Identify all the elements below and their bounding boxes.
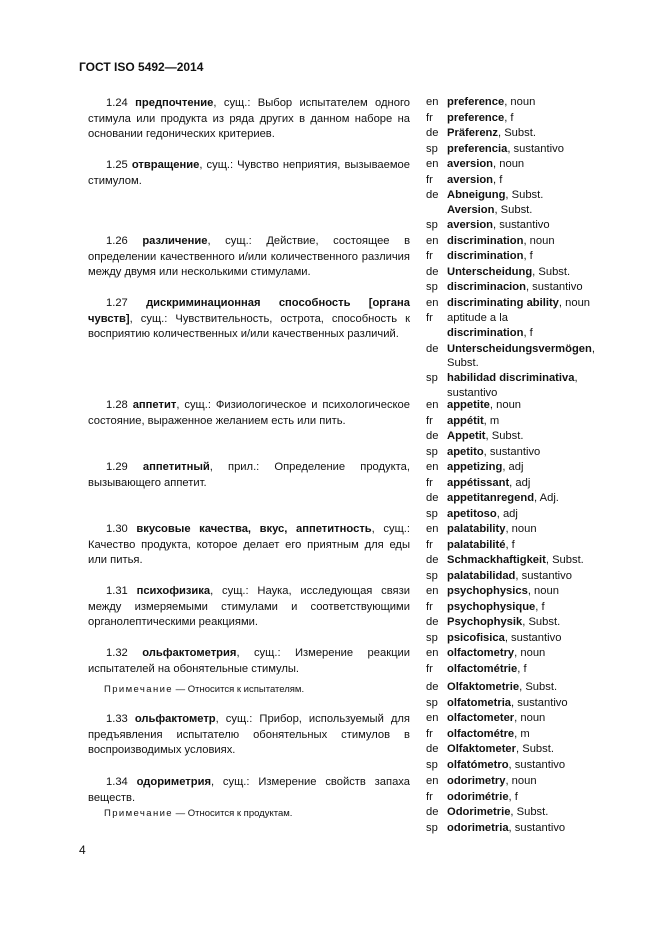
entry-definition: , сущ.: Наука, исследующая связи между измеряемыми стимулами и соответствующими органолептическими реакциями.	[88, 585, 410, 628]
translation-line	[426, 662, 596, 678]
lang-code: sp	[426, 821, 438, 834]
entry-definition: , сущ.: Измерение реакции испытателей на обонятельные стимулы.	[88, 647, 411, 675]
translation-grammar: , sustantivo	[525, 281, 583, 293]
translation-term: olfatometria	[447, 696, 512, 709]
translation-grammar: Subst.	[447, 357, 479, 369]
lang-code: sp	[426, 142, 438, 155]
entry-definition: , сущ.: Измерение свойств запаха веществ.	[88, 776, 410, 804]
translation-term: olfactométre	[447, 727, 515, 740]
entry-number: 1.33	[106, 713, 128, 725]
translation-term: Odorimetrie	[447, 806, 511, 818]
lang-code: sp	[426, 219, 438, 231]
translation-term: psicofisica	[447, 631, 505, 644]
translation-line	[426, 507, 596, 523]
translation-line	[426, 157, 596, 173]
translation-grammar: , sustantivo	[507, 142, 564, 155]
translation-term: appetitanregend	[447, 492, 535, 504]
translation-term: odorimetry	[447, 775, 506, 787]
entry-1-24	[88, 96, 410, 143]
translation-line	[426, 173, 596, 189]
translation-line	[426, 142, 596, 158]
translation-grammar: , sustantivo	[508, 758, 566, 771]
translation-line	[426, 553, 596, 569]
translation-term: aversion	[447, 219, 494, 231]
translation-line	[426, 631, 596, 647]
lang-code: fr	[426, 414, 433, 427]
entry-number: 1.28	[106, 399, 128, 411]
translation-line	[426, 821, 596, 837]
lang-code: en	[426, 461, 439, 473]
entry-term: дискриминационная способность [органа чувств]	[88, 297, 411, 325]
translation-term: discrimination	[447, 250, 524, 262]
translation-grammar: , noun	[504, 96, 536, 108]
translation-grammar: , adj	[502, 461, 524, 473]
translation-line	[426, 615, 596, 631]
translation-line	[426, 342, 596, 358]
translation-grammar: , adj	[496, 507, 518, 520]
translation-line	[426, 476, 596, 492]
translation-grammar: , f	[523, 327, 533, 339]
entry-1-30	[88, 522, 410, 569]
lang-code: fr	[426, 250, 433, 262]
translation-grammar: , noun	[523, 234, 555, 247]
entry-1-26	[88, 234, 410, 281]
entry-definition: , сущ.: Чувство неприятия, вызываемое стимулом.	[88, 159, 410, 187]
lang-code: en	[426, 775, 439, 787]
note-text: — Относится к испытателям.	[173, 684, 305, 695]
lang-code: fr	[426, 111, 433, 124]
entry-term: психофизика	[136, 585, 211, 597]
translation-line	[426, 414, 596, 430]
translation-grammar: , noun	[558, 296, 591, 309]
translation-grammar: , Subst.	[510, 806, 549, 818]
translation-line	[426, 538, 596, 554]
lang-code: en	[426, 399, 439, 411]
translation-grammar: , f	[505, 538, 515, 551]
document-header: ГОСТ ISO 5492—2014	[79, 60, 204, 74]
entry-term: отвращение	[131, 159, 200, 171]
entry-1-33	[88, 712, 410, 759]
entry-1-25	[88, 158, 410, 189]
entry-definition: , сущ.: Выбор испытателем одного стимула или продукта из ряда других в данном наборе на основании гедонических критериев.	[88, 97, 411, 140]
translation-term: discrimination	[447, 327, 524, 339]
translation-grammar: , noun	[527, 585, 559, 597]
entry-1-27	[88, 296, 410, 343]
lang-code: fr	[426, 173, 433, 186]
translation-line	[426, 280, 596, 296]
translation-grammar: , f	[508, 790, 518, 803]
translation-grammar: , sustantivo	[508, 821, 566, 834]
translation-grammar: , adj	[509, 476, 531, 489]
lang-code: de	[426, 342, 439, 355]
entry-definition: , сущ.: Действие, состоящее в определении качественного и/или количественного различия между двумя или несколькими стимулами.	[88, 235, 411, 278]
translation-term: appetizing	[447, 461, 503, 473]
translation-grammar: , Adj.	[534, 492, 559, 504]
lang-code: sp	[426, 445, 438, 458]
translation-grammar: , f	[493, 173, 503, 186]
lang-code: fr	[426, 312, 433, 324]
lang-code: en	[426, 712, 439, 724]
translation-term: Präferenz	[447, 127, 498, 139]
lang-code: en	[426, 585, 439, 597]
entry-number: 1.34	[106, 776, 128, 788]
translation-line	[426, 696, 596, 712]
translation-line	[426, 774, 596, 790]
translation-grammar: , sustantivo	[504, 631, 562, 644]
translation-grammar: , Subst.	[498, 127, 536, 139]
translation-grammar: , noun	[505, 775, 537, 787]
lang-code: fr	[426, 476, 433, 489]
entry-number: 1.32	[106, 647, 128, 659]
translation-term: olfactométrie	[447, 662, 518, 675]
entry-number: 1.25	[106, 159, 128, 171]
translation-term: discriminating ability	[447, 296, 559, 309]
translation-line	[426, 646, 596, 662]
translation-grammar: , Subst.	[519, 681, 558, 693]
translation-grammar: , sustantivo	[511, 696, 568, 709]
translation-grammar: , noun	[514, 712, 546, 724]
translation-term: apetitoso	[447, 507, 497, 520]
entry-definition: , сущ.: Физиологическое и психологическое состояние, выраженное желанием есть или пить.	[88, 399, 410, 427]
lang-code: fr	[426, 538, 433, 551]
entry-term: аппетитный	[142, 461, 210, 473]
translation-term: discrimination	[447, 234, 524, 247]
translation-line	[426, 805, 596, 821]
lang-code: en	[426, 296, 439, 309]
lang-code: de	[426, 681, 439, 693]
translation-term: apetito	[447, 445, 484, 458]
translation-grammar: sustantivo	[447, 386, 498, 399]
translation-grammar: , Subst.	[485, 430, 524, 442]
entry-number: 1.31	[106, 585, 128, 597]
entry-term: ольфактометр	[134, 713, 216, 725]
entry-term: одориметрия	[136, 776, 211, 788]
note-text: — Относится к продуктам.	[173, 808, 293, 819]
translation-term: aversion	[447, 158, 494, 170]
translation-line	[426, 126, 596, 142]
translation-line	[426, 758, 596, 774]
translation-term: appetite	[447, 399, 490, 411]
translation-term: habilidad discriminativa	[447, 372, 575, 384]
lang-code: sp	[426, 507, 438, 520]
translation-line	[426, 429, 596, 445]
translation-term: Appetit	[447, 430, 486, 442]
lang-code: sp	[426, 758, 438, 771]
note-testers	[104, 683, 410, 696]
translation-grammar: , m	[514, 727, 530, 740]
lang-code: de	[426, 806, 439, 818]
lang-code: de	[426, 554, 439, 566]
entry-term: различение	[142, 235, 208, 247]
entry-term: ольфактометрия	[142, 647, 237, 659]
translation-term: psychophysique	[447, 600, 536, 613]
translation-term: preference	[447, 96, 505, 108]
translation-term: palatabilidad	[447, 569, 516, 582]
note-products	[104, 807, 410, 820]
lang-code: de	[426, 492, 439, 504]
translation-grammar: ,	[591, 342, 595, 355]
entry-1-31	[88, 584, 410, 631]
lang-code: de	[426, 616, 439, 628]
translation-term: Schmackhaftigkeit	[447, 554, 546, 566]
entry-1-34	[88, 775, 410, 806]
lang-code: de	[426, 743, 439, 755]
translation-line	[426, 249, 596, 265]
translation-line	[426, 296, 596, 312]
lang-code: sp	[426, 281, 438, 293]
translation-term: aversion	[447, 173, 494, 186]
translation-grammar: , Subst.	[522, 616, 561, 628]
translation-term: palatabilité	[447, 538, 506, 551]
translation-grammar: , sustantivo	[483, 445, 541, 458]
entry-1-32	[88, 646, 410, 677]
translation-term: olfactometer	[447, 712, 515, 724]
note-label: Примечание	[104, 684, 173, 695]
translation-line	[426, 311, 596, 327]
translation-grammar: , f	[504, 111, 514, 124]
entry-number: 1.29	[106, 461, 128, 473]
translation-term: Olfaktometer	[447, 743, 517, 755]
translation-term: Unterscheidung	[447, 265, 533, 278]
entry-definition: , сущ.: Прибор, используемый для предъявления испытателю обонятельных стимулов в воспроизводимых условиях.	[88, 713, 410, 756]
lang-code: de	[426, 127, 439, 139]
lang-code: de	[426, 265, 439, 278]
translation-term: appétit	[447, 414, 484, 427]
translation-term: Psychophysik	[447, 616, 523, 628]
lang-code: de	[426, 430, 439, 442]
translation-grammar: , noun	[493, 158, 525, 170]
entry-term: вкусовые качества, вкус, аппетитность	[136, 523, 372, 535]
translation-line	[426, 111, 596, 127]
translation-line	[426, 371, 596, 387]
translation-grammar: , f	[517, 662, 527, 675]
note-label: Примечание	[104, 808, 173, 819]
translation-grammar: , Subst.	[545, 554, 584, 566]
translation-grammar: , Subst.	[516, 743, 554, 755]
lang-code: en	[426, 96, 439, 108]
translation-line	[426, 460, 596, 476]
entry-1-28	[88, 398, 410, 429]
entry-1-29	[88, 460, 410, 491]
translation-line	[426, 680, 596, 696]
translation-line	[426, 234, 596, 250]
translation-term: preferencia	[447, 142, 508, 155]
translation-line	[426, 790, 596, 806]
translation-line	[426, 203, 596, 219]
translation-term: Abneigung	[447, 189, 506, 201]
translation-line	[426, 742, 596, 758]
translation-grammar: ,	[574, 372, 578, 384]
translation-term: Olfaktometrie	[447, 681, 520, 693]
translation-line	[426, 711, 596, 727]
lang-code: sp	[426, 631, 438, 644]
translation-term: preference	[447, 111, 505, 124]
translation-line	[426, 445, 596, 461]
entry-term: аппетит	[132, 399, 177, 411]
entry-number: 1.24	[106, 97, 128, 109]
translation-grammar: aptitude a la	[447, 312, 508, 324]
translation-grammar: , f	[535, 600, 545, 613]
lang-code: sp	[426, 696, 438, 709]
translation-term: Aversion	[447, 204, 495, 216]
translation-line	[426, 95, 596, 111]
translation-term: palatability	[447, 523, 506, 535]
translation-term: olfactometry	[447, 647, 515, 659]
translation-term: olfatómetro	[447, 758, 509, 771]
entry-term: предпочтение	[135, 97, 214, 109]
entry-number: 1.26	[106, 235, 128, 247]
lang-code: fr	[426, 600, 433, 613]
translation-line	[426, 491, 596, 507]
translation-term: psychophysics	[447, 585, 528, 597]
lang-code: sp	[426, 372, 438, 384]
translation-line	[426, 727, 596, 743]
translation-grammar: , sustantivo	[515, 569, 572, 582]
lang-code: en	[426, 158, 439, 170]
translation-term: odorimetria	[447, 821, 509, 834]
translation-grammar: , sustantivo	[493, 219, 550, 231]
translation-term: appétissant	[447, 476, 510, 489]
translation-term: odorimétrie	[447, 790, 509, 803]
translation-line	[426, 265, 596, 281]
entry-number: 1.30	[106, 523, 128, 535]
translation-grammar: , Subst.	[532, 265, 571, 278]
translation-line	[426, 218, 596, 234]
translation-line	[426, 398, 596, 414]
translation-grammar: , f	[523, 250, 533, 262]
translation-grammar: , noun	[514, 647, 546, 659]
translation-grammar: , Subst.	[494, 204, 533, 216]
entry-definition: , прил.: Определение продукта, вызывающего аппетит.	[88, 461, 411, 489]
lang-code: fr	[426, 727, 433, 740]
entry-number: 1.27	[106, 297, 128, 309]
translation-term: discriminacion	[447, 281, 526, 293]
translation-line	[426, 356, 596, 372]
lang-code: de	[426, 189, 439, 201]
lang-code: fr	[426, 662, 433, 675]
page-number: 4	[79, 843, 86, 857]
translation-line	[426, 522, 596, 538]
translation-line	[426, 600, 596, 616]
lang-code: en	[426, 523, 439, 535]
lang-code: fr	[426, 790, 433, 803]
translation-grammar: , Subst.	[505, 189, 544, 201]
lang-code: sp	[426, 569, 438, 582]
translation-grammar: , m	[483, 414, 500, 427]
entry-definition: , сущ.: Чувствительность, острота, способность к восприятию количественных и/или качественных различий.	[88, 312, 410, 340]
translation-line	[426, 569, 596, 585]
entry-definition: , сущ.: Качество продукта, которое делает его приятным для еды или питья.	[88, 523, 411, 566]
translation-grammar: , noun	[489, 399, 522, 411]
translation-term: Unterscheidungsvermögen	[447, 342, 592, 355]
translation-line	[426, 326, 596, 342]
translation-line	[426, 584, 596, 600]
translation-grammar: , noun	[505, 523, 537, 535]
translation-line	[426, 188, 596, 204]
lang-code: en	[426, 234, 439, 247]
lang-code: en	[426, 647, 439, 659]
